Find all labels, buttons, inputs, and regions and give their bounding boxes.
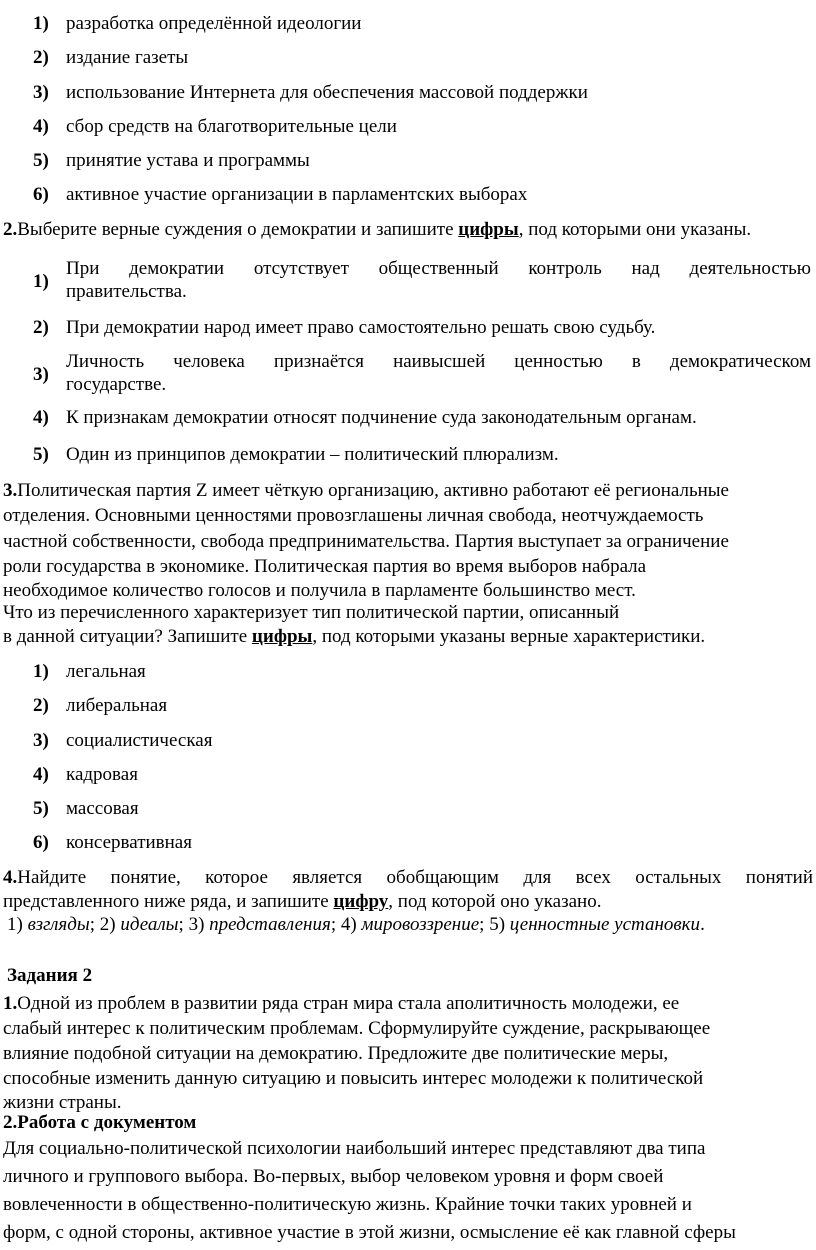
option-number: 3)	[33, 82, 49, 103]
option-text: При демократии народ имеет право самостоятельно решать свою судьбу.	[66, 317, 656, 338]
q4-text: представленного ниже ряда, и запишите	[3, 891, 334, 912]
q2-prompt	[3, 219, 751, 241]
option-text: кадровая	[66, 764, 138, 785]
option-text: принятие устава и программы	[66, 150, 310, 171]
q4-number: 4.	[3, 867, 18, 888]
q4-item-number: 4)	[340, 914, 362, 935]
option-text	[66, 257, 811, 303]
q3-number: 3.	[3, 480, 18, 501]
task2-line: личного и группового выбора. Во-первых, выбор человеком уровня и форм своей	[3, 1166, 664, 1187]
q4-line	[3, 867, 813, 889]
q4-items: 1) взгляды; 2) идеалы; 3) представления; 4) мировоззрение; 5) ценностные установки.	[7, 914, 705, 935]
q2-prompt-text: Выберите верные суждения о демократии и запишите	[17, 219, 459, 240]
option-text: социалистическая	[66, 730, 213, 751]
q3-text: Политическая партия Z имеет чёткую организацию, активно работают её региональные	[17, 480, 729, 501]
q2-number: 2.	[3, 219, 18, 240]
task1-line: слабый интерес к политическим проблемам. Сформулируйте суждение, раскрывающее	[3, 1018, 711, 1039]
q4-item: взгляды	[27, 914, 90, 935]
q4-item-number: 2)	[99, 914, 121, 935]
option-number: 4)	[33, 764, 49, 785]
option-number: 2)	[33, 695, 49, 716]
option-text: использование Интернета для обеспечения массовой поддержки	[66, 82, 588, 103]
task1-text: Одной из проблем в развитии ряда стран мира стала аполитичность молодежи, ее	[17, 993, 680, 1014]
option-number: 1)	[33, 271, 49, 292]
option-text: легальная	[66, 661, 146, 682]
option-text: К признакам демократии относят подчинение суда законодательным органам.	[66, 407, 697, 428]
q3-text: в данной ситуации? Запишите	[3, 626, 252, 647]
option-text: массовая	[66, 798, 139, 819]
option-text: издание газеты	[66, 47, 189, 68]
option-line: правительства.	[66, 281, 187, 302]
task1-number: 1.	[3, 993, 18, 1014]
option-text: Один из принципов демократии – политический плюрализм.	[66, 444, 559, 465]
option-number: 5)	[33, 150, 49, 171]
q3-line: отделения. Основными ценностями провозглашены личная свобода, неотчуждаемость	[3, 505, 704, 526]
option-line: Личность человека признаётся наивысшей ценностью в демократическом	[66, 351, 811, 372]
option-text: разработка определённой идеологии	[66, 13, 362, 34]
task2-heading: 2.Работа с документом	[3, 1112, 197, 1133]
section-heading: Задания 2	[7, 965, 93, 986]
task1-line: влияние подобной ситуации на демократию. Предложите две политические меры,	[3, 1043, 669, 1064]
task2-line: вовлеченности в общественно-политическую жизнь. Крайние точки таких уровней и	[3, 1194, 692, 1215]
q3-line: Что из перечисленного характеризует тип политической партии, описанный	[3, 602, 620, 623]
option-number: 1)	[33, 661, 49, 682]
option-number: 3)	[33, 730, 49, 751]
q3-line: роли государства в экономике. Политическая партия во время выборов набрала	[3, 556, 647, 577]
q2-emphasis: цифры	[458, 219, 519, 240]
q3-line: необходимое количество голосов и получила в парламенте большинство мест.	[3, 580, 636, 601]
option-text	[66, 350, 811, 396]
q3-line	[3, 480, 729, 502]
option-text: активное участие организации в парламентских выборах	[66, 184, 528, 205]
option-number: 6)	[33, 184, 49, 205]
q4-item: ценностные установки	[509, 914, 701, 935]
q2-prompt-end: , под которыми они указаны.	[518, 219, 752, 240]
q4-line	[3, 891, 601, 913]
q4-emphasis: цифру	[333, 891, 389, 912]
option-number: 6)	[33, 832, 49, 853]
option-text: сбор средств на благотворительные цели	[66, 116, 397, 137]
q4-text: , под которой оно указано.	[388, 891, 602, 912]
option-number: 2)	[33, 317, 49, 338]
option-text: либеральная	[66, 695, 168, 716]
option-line: государстве.	[66, 374, 167, 395]
task1-line: способные изменить данную ситуацию и повысить интерес молодежи к политической	[3, 1068, 704, 1089]
task2-line: форм, с одной стороны, активное участие в этой жизни, осмысление её как главной сферы	[3, 1222, 736, 1243]
q4-item-number: 1)	[7, 914, 28, 935]
q3-emphasis: цифры	[251, 626, 313, 647]
option-line: При демократии отсутствует общественный контроль над деятельностью	[66, 258, 811, 279]
option-number: 2)	[33, 47, 49, 68]
option-number: 5)	[33, 444, 49, 465]
q4-item: представления	[209, 914, 331, 935]
q4-item: идеалы	[120, 914, 179, 935]
q4-item-number: 5)	[489, 914, 510, 935]
task2-line: Для социально-политической психологии наибольший интерес представляют два типа	[3, 1138, 706, 1159]
q3-text: , под которыми указаны верные характеристики.	[312, 626, 706, 647]
q4-text: Найдите понятие, которое является обобщающим для всех остальных понятий	[17, 867, 813, 888]
q4-item: мировоззрение	[361, 914, 480, 935]
option-text: консервативная	[66, 832, 192, 853]
option-number: 4)	[33, 116, 49, 137]
option-number: 4)	[33, 407, 49, 428]
option-number: 3)	[33, 364, 49, 385]
q3-line	[3, 626, 705, 648]
option-number: 5)	[33, 798, 49, 819]
q4-item-number: 3)	[188, 914, 210, 935]
task1-line	[3, 993, 679, 1015]
q3-line: частной собственности, свобода предпринимательства. Партия выступает за ограничение	[3, 531, 729, 552]
option-number: 1)	[33, 13, 49, 34]
task1-line: жизни страны.	[3, 1092, 122, 1113]
